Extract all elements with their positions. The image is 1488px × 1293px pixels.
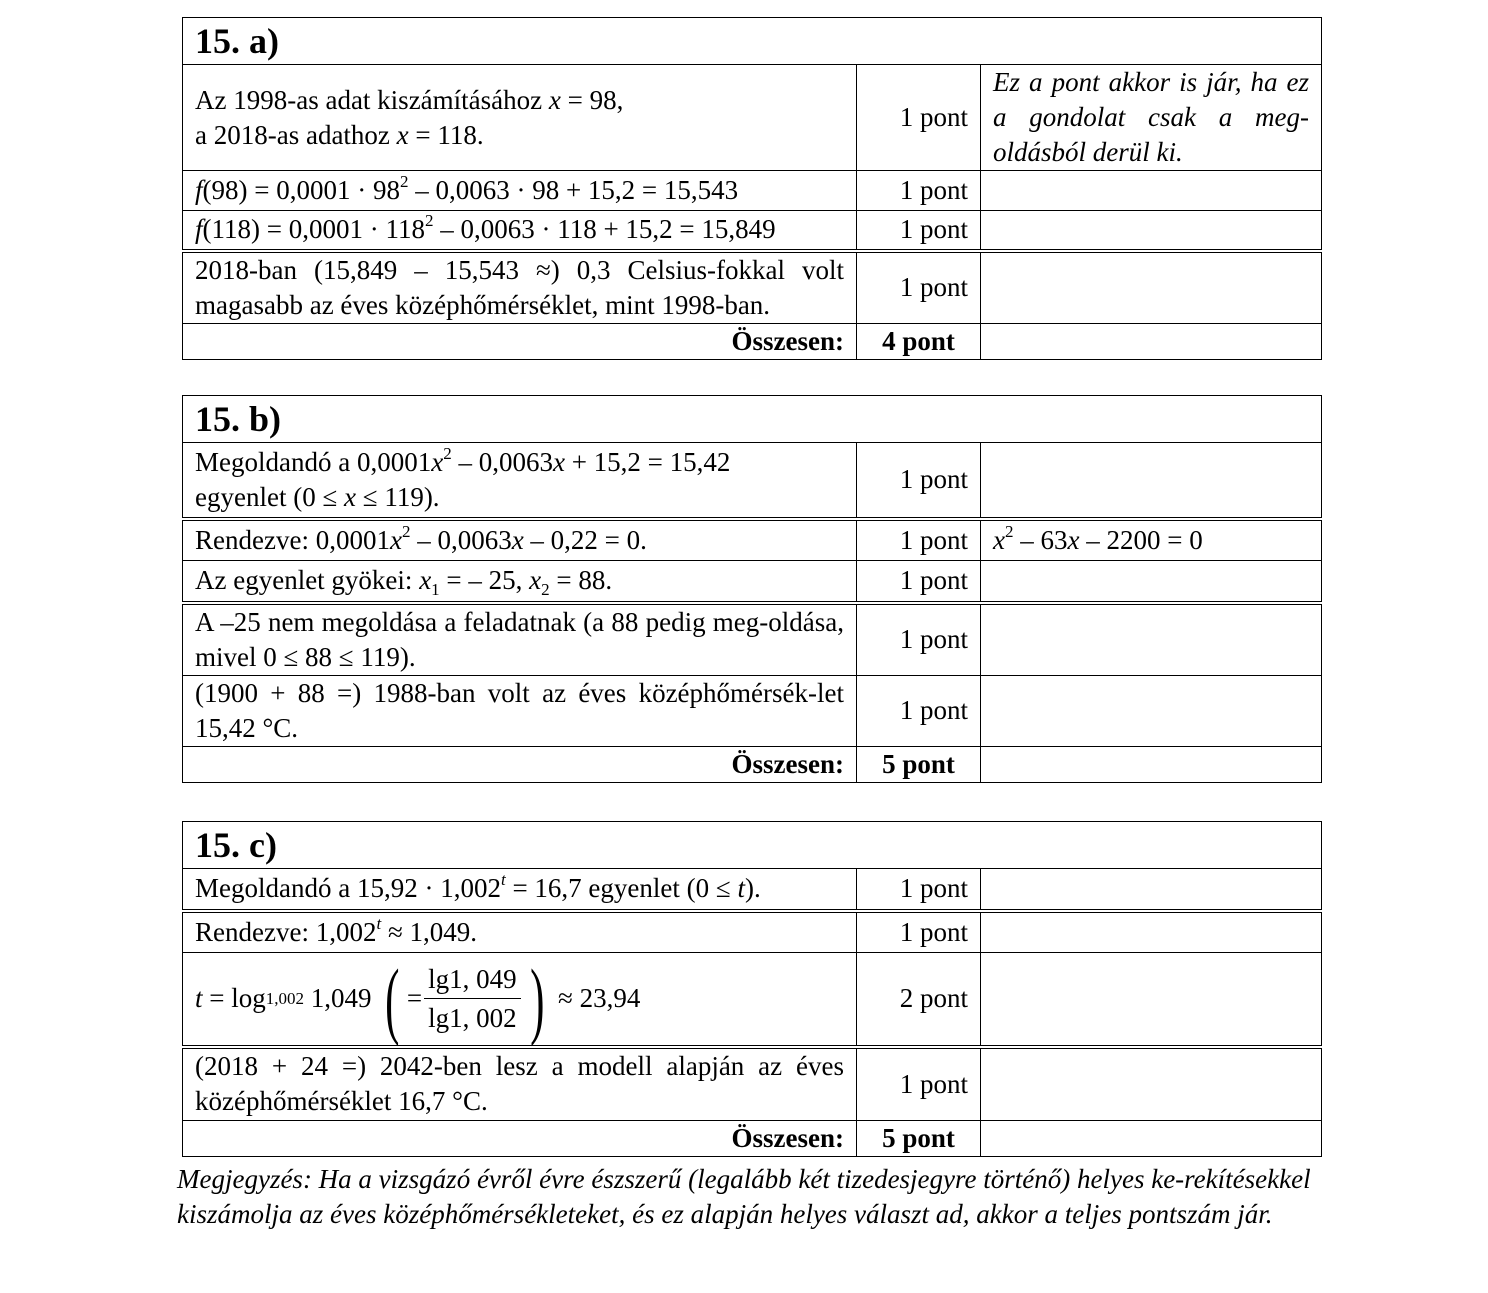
- part-b-step-5: (1900 + 88 =) 1988-ban volt az éves középhőmérsék-let 15,42 °C.: [183, 675, 857, 746]
- part-a-step-4: 2018-ban (15,849 – 15,543 ≈) 0,3 Celsius-fokkal volt magasabb az éves középhőmérséklet, mint 1998-ban.: [183, 251, 857, 324]
- part-c-step-1-comment: [981, 869, 1322, 911]
- solution-table-a: [182, 17, 1322, 360]
- part-b-total-comment: [981, 746, 1322, 782]
- part-c-step-3: [183, 950, 857, 1047]
- part-b-step-2-comment: $x^2 - 63x - 2200 = 0$: [981, 519, 1322, 561]
- part-c-step-3-comment: [981, 953, 1322, 1047]
- fraction: $\frac{\lg 1, 049}{\lg 1, 002}$: [424, 960, 521, 1037]
- part-a-total-points: 4 pont: [857, 323, 981, 359]
- part-c-step-4-points: 1 pont: [857, 1047, 981, 1121]
- part-c-total-comment: [981, 1121, 1322, 1157]
- part-b-step-1-points: 1 pont: [857, 443, 981, 519]
- part-b-step-1-comment: [981, 443, 1322, 519]
- part-a-step-2-comment: [981, 171, 1322, 211]
- part-a-step-1: Az 1998-as adat kiszámításához x = 98, a 2018-as adathoz x = 118.: [183, 65, 857, 171]
- part-a-step-4-comment: [981, 251, 1322, 324]
- part-b-step-3-points: 1 pont: [857, 561, 981, 603]
- part-a-total-label: Összesen:: [183, 323, 857, 359]
- part-a-total-comment: [981, 323, 1322, 359]
- part-c-step-2-points: 1 pont: [857, 911, 981, 953]
- part-a-step-2: $f(98) = 0,0001 \cdot 98^2 - 0,0063 \cdot 98 + 15,2 = 15,543$: [183, 171, 857, 211]
- part-c-step-3-points: 2 pont: [857, 953, 981, 1047]
- part-b-step-2: Rendezve: $0,0001x^2 - 0,0063x - 0,22 = 0$.: [183, 519, 857, 561]
- part-a-step-4-points: 1 pont: [857, 251, 981, 324]
- part-a-title: 15. a): [183, 18, 1322, 65]
- part-b-step-4-comment: [981, 603, 1322, 676]
- part-b-step-5-comment: [981, 675, 1322, 746]
- footnote: Megjegyzés: Ha a vizsgázó évről évre észszerű (legalább két tizedesjegyre történő) helyes ke-rekítésekkel kiszámolja az éves középhőmérsékleteket, és ez alapján helyes választ ad, akkor a teljes pontszám jár.: [177, 1164, 1311, 1229]
- part-a-step-3-points: 1 pont: [857, 211, 981, 251]
- solution-table-c: [182, 821, 1322, 1157]
- part-b-step-5-points: 1 pont: [857, 675, 981, 746]
- part-b-step-3: Az egyenlet gyökei: $x_1$ = – 25, $x_2 = 88$.: [183, 561, 857, 603]
- part-c-step-2: Rendezve: $1,002^t \approx 1,049$.: [183, 911, 857, 953]
- part-a-step-2-points: 1 pont: [857, 171, 981, 211]
- part-a-step-1-points: 1 pont: [857, 65, 981, 171]
- part-b-step-4-points: 1 pont: [857, 603, 981, 676]
- part-b-title: 15. b): [183, 396, 1322, 443]
- part-a-step-3-comment: [981, 211, 1322, 251]
- part-b-total-label: Összesen:: [183, 746, 857, 782]
- part-a-step-3: $f(118) = 0,0001 \cdot 118^2 - 0,0063 \cdot 118 + 15,2 = 15,849$: [183, 211, 857, 251]
- part-b-step-2-points: 1 pont: [857, 519, 981, 561]
- part-b-step-3-comment: [981, 561, 1322, 603]
- part-c-step-4-comment: [981, 1047, 1322, 1121]
- log-formula: t = log 1,002 1,049 ( = $\frac{\lg 1, 049}{\lg 1, 002}$ ) ≈ 23,94: [195, 950, 641, 1047]
- part-c-step-1: Megoldandó a $15,92 \cdot 1,002^t = 16,7$ egyenlet (0 ≤ t).: [183, 869, 857, 911]
- open-paren: (: [385, 950, 400, 1047]
- part-c-total-label: Összesen:: [183, 1121, 857, 1157]
- part-c-step-1-points: 1 pont: [857, 869, 981, 911]
- part-c-title: 15. c): [183, 822, 1322, 869]
- solution-table-b: [182, 395, 1322, 783]
- part-c-step-4: (2018 + 24 =) 2042-ben lesz a modell alapján az éves középhőmérséklet 16,7 °C.: [183, 1047, 857, 1121]
- part-b-total-points: 5 pont: [857, 746, 981, 782]
- part-b-step-1: Megoldandó a $0,0001x^2 - 0,0063x + 15,2 = 15,42$ egyenlet (0 ≤ x ≤ 119).: [183, 443, 857, 519]
- part-c-total-points: 5 pont: [857, 1121, 981, 1157]
- close-paren: ): [529, 950, 545, 1047]
- part-b-step-4: A –25 nem megoldása a feladatnak (a 88 pedig meg-oldása, mivel 0 ≤ 88 ≤ 119).: [183, 603, 857, 676]
- part-c-step-2-comment: [981, 911, 1322, 953]
- part-a-step-1-comment: Ez a pont akkor is jár, ha ez a gondolat csak a meg-oldásból derül ki.: [981, 65, 1322, 171]
